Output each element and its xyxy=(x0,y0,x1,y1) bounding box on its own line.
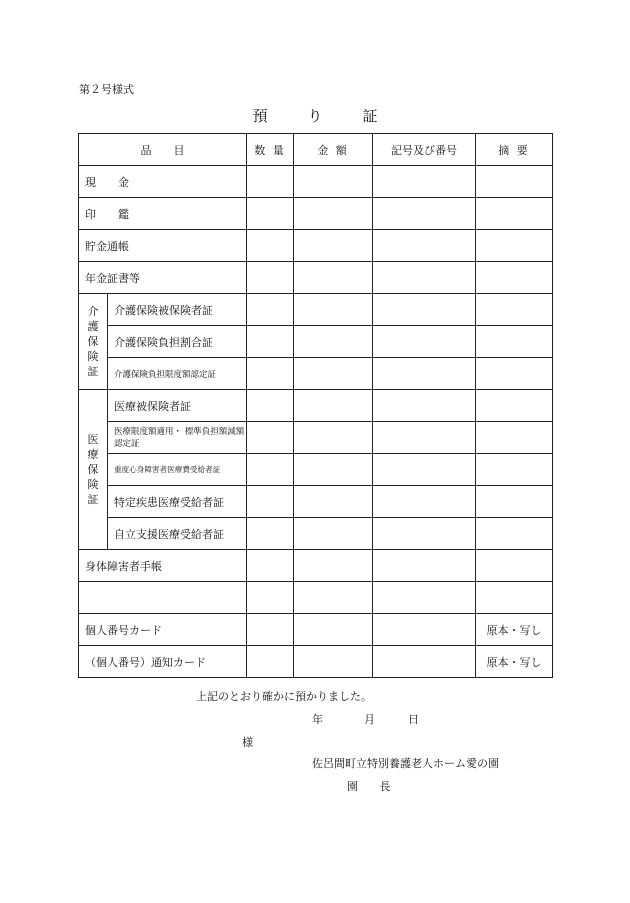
item-care-burden-limit-cert: 介護保険負担限度額認定証 xyxy=(108,358,247,390)
item-savings-book: 貯金通帳 xyxy=(79,230,247,262)
col-header-remarks: 摘 要 xyxy=(476,134,553,166)
cell-remarks xyxy=(476,230,553,262)
cell-amount xyxy=(294,646,373,678)
cell-amount xyxy=(294,294,373,326)
cell-symbol xyxy=(373,390,476,422)
row-my-number-notice xyxy=(79,646,553,678)
cell-quantity xyxy=(247,614,294,646)
cell-quantity xyxy=(247,454,294,486)
row-cash xyxy=(79,166,553,198)
cell-remarks xyxy=(476,486,553,518)
col-header-quantity: 数 量 xyxy=(247,134,294,166)
medical-insurance-group-label: 医 療 保 険 証 xyxy=(79,390,108,550)
cell-symbol xyxy=(373,454,476,486)
cell-remarks xyxy=(476,454,553,486)
row-blank xyxy=(79,582,553,614)
item-blank xyxy=(79,582,247,614)
cell-amount xyxy=(294,422,373,454)
cell-amount xyxy=(294,198,373,230)
row-medical-insurance-4 xyxy=(79,486,553,518)
cell-remarks xyxy=(476,422,553,454)
cell-symbol xyxy=(373,166,476,198)
item-my-number-notice: （個人番号）通知カード xyxy=(79,646,247,678)
col-header-amount: 金 額 xyxy=(294,134,373,166)
cell-amount xyxy=(294,390,373,422)
cell-symbol xyxy=(373,262,476,294)
honorific: 様 xyxy=(242,736,253,749)
cell-symbol xyxy=(373,230,476,262)
cell-amount xyxy=(294,326,373,358)
cell-remarks xyxy=(476,550,553,582)
item-my-number-card: 個人番号カード xyxy=(79,614,247,646)
cell-amount xyxy=(294,358,373,390)
cell-symbol xyxy=(373,198,476,230)
date-month: 月 xyxy=(364,713,375,726)
confirmation-text: 上記のとおり確かに預かりました。 xyxy=(196,690,372,703)
cell-remarks xyxy=(476,294,553,326)
item-care-insured-cert: 介護保険被保険者証 xyxy=(108,294,247,326)
cell-amount xyxy=(294,230,373,262)
item-medical-insured-cert: 医療被保険者証 xyxy=(108,390,247,422)
cell-quantity xyxy=(247,582,294,614)
row-my-number-card xyxy=(79,614,553,646)
remark-original-copy: 原本・写し xyxy=(476,646,553,678)
cell-symbol xyxy=(373,582,476,614)
form-number: 第２号様式 xyxy=(79,83,134,96)
row-care-insurance-2 xyxy=(79,326,553,358)
row-savings-book xyxy=(79,230,553,262)
facility-name: 佐呂間町立特別養護老人ホーム愛の園 xyxy=(312,757,499,770)
row-disability-book xyxy=(79,550,553,582)
cell-quantity xyxy=(247,198,294,230)
cell-amount xyxy=(294,518,373,550)
cell-remarks xyxy=(476,358,553,390)
col-header-symbol-number: 記号及び番号 xyxy=(373,134,476,166)
cell-symbol xyxy=(373,646,476,678)
cell-remarks xyxy=(476,582,553,614)
cell-quantity xyxy=(247,646,294,678)
row-care-insurance-1 xyxy=(79,294,553,326)
remark-original-copy: 原本・写し xyxy=(476,614,553,646)
row-pension-cert xyxy=(79,262,553,294)
row-care-insurance-3 xyxy=(79,358,553,390)
row-medical-insurance-2 xyxy=(79,422,553,454)
cell-amount xyxy=(294,550,373,582)
item-disability-book: 身体障害者手帳 xyxy=(79,550,247,582)
cell-symbol xyxy=(373,486,476,518)
row-medical-insurance-1 xyxy=(79,390,553,422)
cell-amount xyxy=(294,166,373,198)
header-row xyxy=(79,134,553,166)
title-char-1: 預 xyxy=(252,107,268,125)
cell-quantity xyxy=(247,486,294,518)
item-independence-support-cert: 自立支援医療受給者証 xyxy=(108,518,247,550)
item-medical-limit-cert: 医療限度額適用・ 標準負担額減額認定証 xyxy=(108,422,247,454)
item-pension-cert: 年金証書等 xyxy=(79,262,247,294)
cell-remarks xyxy=(476,262,553,294)
title-char-2: り xyxy=(307,107,323,125)
cell-amount xyxy=(294,582,373,614)
cell-symbol xyxy=(373,294,476,326)
item-seal: 印 鑑 xyxy=(79,198,247,230)
cell-remarks xyxy=(476,166,553,198)
item-cash: 現 金 xyxy=(79,166,247,198)
cell-quantity xyxy=(247,262,294,294)
cell-symbol xyxy=(373,326,476,358)
deposit-table xyxy=(78,133,553,678)
cell-remarks xyxy=(476,390,553,422)
cell-remarks xyxy=(476,518,553,550)
row-medical-insurance-5 xyxy=(79,518,553,550)
cell-quantity xyxy=(247,422,294,454)
cell-amount xyxy=(294,486,373,518)
cell-quantity xyxy=(247,390,294,422)
cell-quantity xyxy=(247,358,294,390)
cell-quantity xyxy=(247,166,294,198)
cell-quantity xyxy=(247,326,294,358)
item-care-burden-ratio-cert: 介護保険負担割合証 xyxy=(108,326,247,358)
care-insurance-group-label: 介 護 保 険 証 xyxy=(79,294,108,390)
row-medical-insurance-3 xyxy=(79,454,553,486)
col-header-item: 品 目 xyxy=(79,134,247,166)
document-title xyxy=(0,105,630,126)
cell-quantity xyxy=(247,230,294,262)
cell-symbol xyxy=(373,518,476,550)
cell-amount xyxy=(294,454,373,486)
cell-quantity xyxy=(247,550,294,582)
date-year: 年 xyxy=(312,713,323,726)
cell-remarks xyxy=(476,198,553,230)
cell-quantity xyxy=(247,294,294,326)
row-seal xyxy=(79,198,553,230)
item-specific-disease-cert: 特定疾患医療受給者証 xyxy=(108,486,247,518)
cell-symbol xyxy=(373,614,476,646)
date-day: 日 xyxy=(408,713,419,726)
cell-remarks xyxy=(476,326,553,358)
date-line xyxy=(312,711,419,727)
cell-symbol xyxy=(373,422,476,454)
director-title: 園 長 xyxy=(347,780,400,793)
cell-quantity xyxy=(247,518,294,550)
cell-amount xyxy=(294,614,373,646)
cell-amount xyxy=(294,262,373,294)
item-severe-disability-cert: 重度心身障害者医療費受給者証 xyxy=(108,454,247,486)
cell-symbol xyxy=(373,358,476,390)
cell-symbol xyxy=(373,550,476,582)
title-char-3: 証 xyxy=(362,107,378,125)
